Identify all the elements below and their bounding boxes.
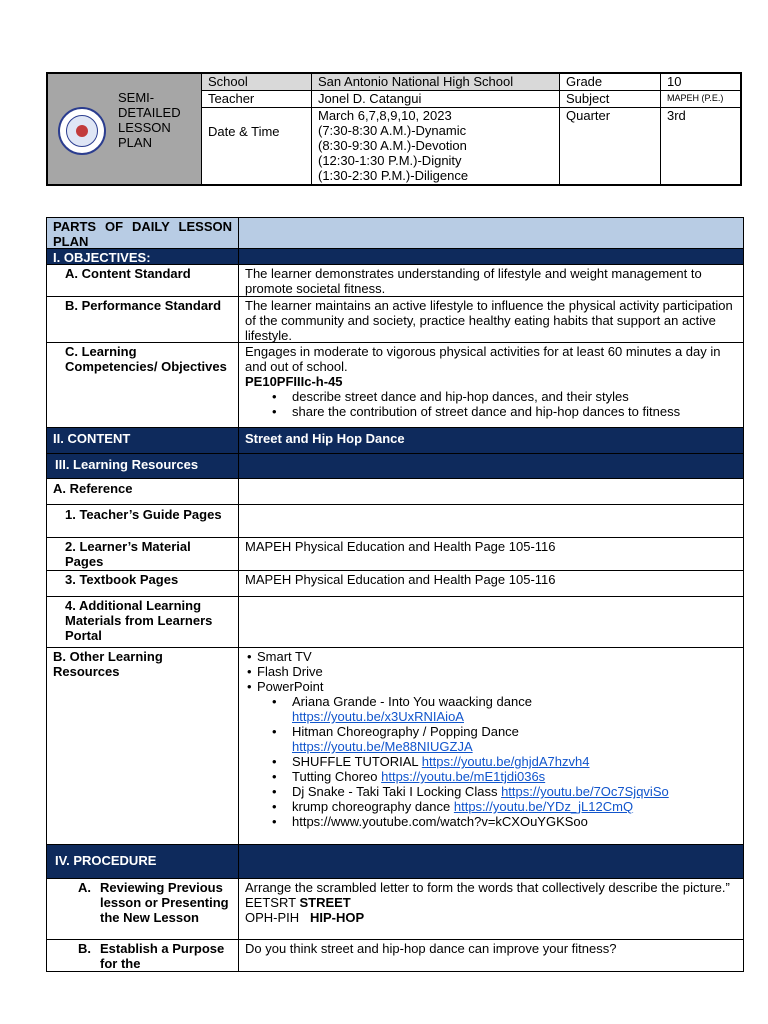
competency-code: PE10PFIIIc-h-45	[245, 374, 343, 389]
subject-label: Subject	[560, 91, 661, 108]
list-item: • PowerPoint	[245, 679, 737, 694]
teachers-guide-value	[239, 505, 743, 537]
performance-standard-value: The learner maintains an active lifestyle to influence the physical activity participation of the community and society, practice healthy eating habits that support an active lifestyle.	[245, 298, 733, 343]
additional-materials-row	[46, 597, 744, 648]
procedure-b-letter: B.	[78, 941, 91, 956]
procedure-a-row	[46, 879, 744, 940]
quarter-value: 3rd	[667, 108, 686, 123]
video-link[interactable]: https://youtu.be/Me88NIUGZJA	[292, 739, 473, 754]
teachers-guide-label: 1. Teacher’s Guide Pages	[47, 505, 239, 537]
teacher-label: Teacher	[202, 91, 312, 108]
other-resources-row	[46, 648, 744, 845]
procedure-b-value: Do you think street and hip-hop dance can improve your fitness?	[245, 941, 617, 956]
parts-label: PARTS OF DAILY LESSON PLAN	[47, 218, 239, 248]
competencies-row	[46, 343, 744, 428]
procedure-a-value: Arrange the scrambled letter to form the words that collectively describe the picture.” EETSRT STREET OPH-PIH HIP-HOP	[245, 880, 730, 925]
list-item: • Smart TV	[245, 649, 737, 664]
performance-standard-row	[46, 297, 744, 343]
video-item	[245, 709, 737, 724]
logo-cell	[48, 74, 202, 184]
competencies-value: Engages in moderate to vigorous physical activities for at least 60 minutes a day in and out of school. PE10PFIIIc-h-45 • describe street dance and hip-hop dances, and their styles • share the contribution of street dance and hip-hop dances to fitness	[239, 343, 743, 427]
content-value: Street and Hip Hop Dance	[245, 431, 405, 446]
grade-label: Grade	[560, 74, 661, 91]
video-item	[245, 784, 737, 799]
procedure-b-row	[46, 940, 744, 972]
video-title: https://www.youtube.com/watch?v=kCXOuYGKSoo	[292, 814, 588, 829]
video-title: Hitman Choreography / Popping Dance	[292, 724, 519, 739]
competencies-label: C. Learning Competencies/ Objectives	[47, 343, 239, 427]
parts-value	[239, 218, 743, 248]
school-label: School	[202, 74, 312, 91]
video-item	[245, 754, 737, 769]
content-standard-label: A. Content Standard	[47, 265, 239, 296]
content-row	[46, 428, 744, 454]
learners-material-value: MAPEH Physical Education and Health Page 105-116	[245, 539, 556, 554]
list-item: • Flash Drive	[245, 664, 737, 679]
video-item	[245, 769, 737, 784]
reference-row	[46, 479, 744, 505]
video-title: Tutting Choreo	[292, 769, 382, 784]
video-link[interactable]: https://youtu.be/7Oc7SjqviSo	[501, 784, 669, 799]
competency-list	[245, 389, 737, 419]
resource-list	[245, 649, 737, 694]
video-link[interactable]: https://youtu.be/x3UxRNIAioA	[292, 709, 464, 724]
additional-materials-label: 4. Additional Learning Materials from Learners Portal	[47, 597, 239, 647]
teacher-value: Jonel D. Catangui	[312, 91, 560, 108]
other-resources-value	[239, 648, 743, 844]
objectives-row	[46, 249, 744, 265]
lesson-plan-table	[46, 217, 744, 972]
video-title: krump choreography dance	[292, 799, 454, 814]
video-item	[245, 799, 737, 814]
textbook-row	[46, 571, 744, 597]
video-link[interactable]: https://youtu.be/YDz_jL12CmQ	[453, 799, 634, 814]
procedure-a-label	[47, 879, 239, 939]
parts-row	[46, 217, 744, 249]
learning-resources-row	[46, 454, 744, 479]
procedure-b-title: Establish a Purpose for the	[100, 941, 225, 971]
video-link[interactable]: https://youtu.be/mE1tjdi036s	[381, 769, 546, 784]
subject-value: MAPEH (P.E.)	[661, 91, 742, 108]
textbook-label: 3. Textbook Pages	[47, 571, 239, 596]
header-table	[46, 72, 742, 186]
video-item	[245, 739, 737, 754]
list-item: • share the contribution of street dance and hip-hop dances to fitness	[245, 404, 737, 419]
procedure-label: IV. PROCEDURE	[47, 845, 239, 878]
reference-label: A. Reference	[47, 479, 239, 504]
content-standard-row	[46, 265, 744, 297]
datetime-value: March 6,7,8,9,10, 2023 (7:30-8:30 A.M.)-Dynamic (8:30-9:30 A.M.)-Devotion (12:30-1:30 P.M.)-Dignity (1:30-2:30 P.M.)-Diligence	[312, 108, 560, 184]
content-label: II. CONTENT	[47, 428, 239, 453]
objectives-label: I. OBJECTIVES:	[47, 249, 239, 264]
procedure-a-title: Reviewing Previous lesson or Presenting the New Lesson	[100, 880, 229, 925]
performance-standard-label: B. Performance Standard	[47, 297, 239, 342]
video-title: SHUFFLE TUTORIAL	[292, 754, 422, 769]
video-title: Dj Snake - Taki Taki I Locking Class	[292, 784, 502, 799]
document-title: SEMI- DETAILED LESSON PLAN	[118, 90, 181, 150]
list-item: • describe street dance and hip-hop dances, and their styles	[245, 389, 737, 404]
learning-resources-label: III. Learning Resources	[47, 454, 239, 478]
other-resources-label: B. Other Learning Resources	[47, 648, 239, 844]
deped-seal-icon	[58, 107, 106, 155]
video-title: Ariana Grande - Into You waacking dance	[292, 694, 532, 709]
school-value: San Antonio National High School	[312, 74, 560, 91]
video-item	[245, 814, 737, 829]
video-item	[245, 724, 737, 739]
content-standard-value: The learner demonstrates understanding of lifestyle and weight management to promote societal fitness.	[245, 266, 702, 296]
procedure-b-label	[47, 940, 239, 971]
teachers-guide-row	[46, 505, 744, 538]
procedure-row	[46, 845, 744, 879]
learners-material-label: 2. Learner’s Material Pages	[47, 538, 239, 570]
learners-material-row	[46, 538, 744, 571]
procedure-a-letter: A.	[78, 880, 91, 895]
video-item	[245, 694, 737, 709]
quarter-label: Quarter	[560, 108, 661, 184]
datetime-label: Date & Time	[202, 108, 312, 184]
grade-value: 10	[661, 74, 742, 91]
video-list	[245, 694, 737, 829]
video-link[interactable]: https://youtu.be/ghjdA7hzvh4	[421, 754, 590, 769]
textbook-value: MAPEH Physical Education and Health Page 105-116	[245, 572, 556, 587]
